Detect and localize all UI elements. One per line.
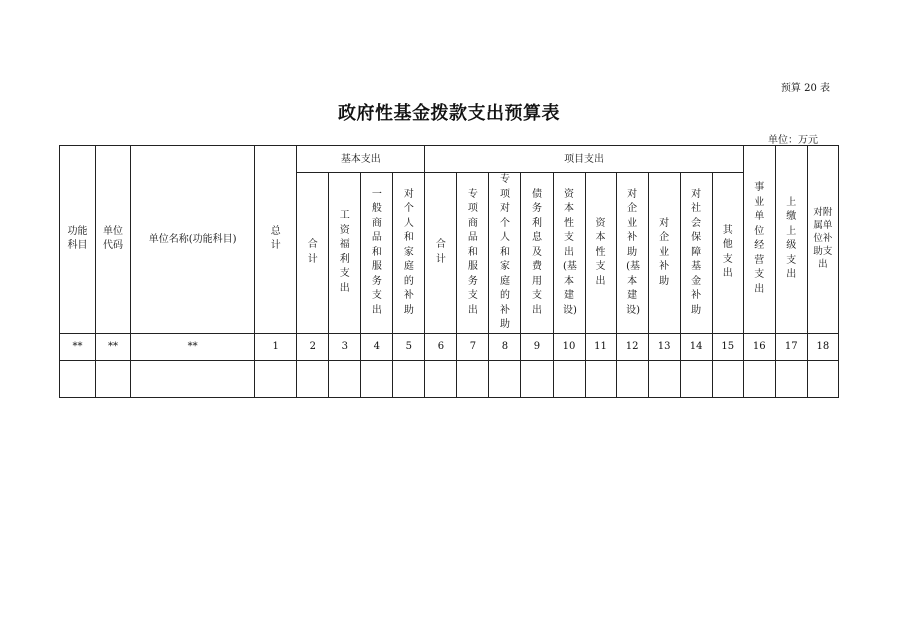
index-cell: 15 bbox=[712, 333, 743, 360]
data-cell bbox=[489, 360, 521, 397]
header-project-col: 其他支出 bbox=[712, 173, 743, 334]
data-cell bbox=[361, 360, 393, 397]
header-total: 总计 bbox=[255, 146, 297, 334]
header-basic-col: 工资福利支出 bbox=[329, 173, 361, 334]
index-cell: 9 bbox=[521, 333, 553, 360]
header-project-col: 专项对个人和家庭的补助 bbox=[489, 173, 521, 334]
data-cell bbox=[648, 360, 680, 397]
header-project-col: 资本性支出 bbox=[585, 173, 616, 334]
data-cell bbox=[521, 360, 553, 397]
data-cell bbox=[585, 360, 616, 397]
index-cell: 5 bbox=[393, 333, 425, 360]
data-cell bbox=[807, 360, 838, 397]
header-project-col: 专项商品和服务支出 bbox=[457, 173, 489, 334]
header-basic-expenditure: 基本支出 bbox=[297, 146, 425, 173]
data-cell bbox=[297, 360, 329, 397]
index-cell: 18 bbox=[807, 333, 838, 360]
index-cell: 17 bbox=[775, 333, 807, 360]
form-number: 预算 20 表 bbox=[780, 83, 830, 94]
index-cell: 16 bbox=[743, 333, 775, 360]
data-cell bbox=[425, 360, 457, 397]
header-project-col: 对企业补助 bbox=[648, 173, 680, 334]
header-basic-col: 对个人和家庭的补助 bbox=[393, 173, 425, 334]
data-cell bbox=[616, 360, 648, 397]
data-cell bbox=[96, 360, 131, 397]
header-project-expenditure: 项目支出 bbox=[425, 146, 743, 173]
index-cell: 10 bbox=[553, 333, 585, 360]
unit-label: 单位：万元 bbox=[768, 135, 818, 146]
header-basic-col: 一般商品和服务支出 bbox=[361, 173, 393, 334]
budget-table bbox=[59, 145, 839, 398]
header-row-1 bbox=[60, 146, 839, 173]
index-cell: 8 bbox=[489, 333, 521, 360]
index-row bbox=[60, 333, 839, 360]
index-cell: ** bbox=[60, 333, 96, 360]
data-cell bbox=[680, 360, 712, 397]
header-project-col: 对社会保障基金补助 bbox=[680, 173, 712, 334]
data-cell bbox=[775, 360, 807, 397]
header-unit-code: 单位代码 bbox=[96, 146, 131, 334]
data-cell bbox=[131, 360, 255, 397]
data-cell bbox=[255, 360, 297, 397]
index-cell: 1 bbox=[255, 333, 297, 360]
header-project-col: 资本性支出(基本建设) bbox=[553, 173, 585, 334]
header-project-col: 合计 bbox=[425, 173, 457, 334]
index-cell: ** bbox=[96, 333, 131, 360]
header-project-col: 债务利息及费用支出 bbox=[521, 173, 553, 334]
data-cell bbox=[553, 360, 585, 397]
data-cell bbox=[329, 360, 361, 397]
header-basic-col: 合计 bbox=[297, 173, 329, 334]
index-cell: 3 bbox=[329, 333, 361, 360]
index-cell: ** bbox=[131, 333, 255, 360]
header-subsidiary: 对附属单位补助支出 bbox=[807, 146, 838, 334]
header-remit-upper: 上缴上级支出 bbox=[775, 146, 807, 334]
page-title: 政府性基金拨款支出预算表 bbox=[338, 103, 560, 124]
index-cell: 12 bbox=[616, 333, 648, 360]
index-cell: 6 bbox=[425, 333, 457, 360]
data-cell bbox=[743, 360, 775, 397]
data-cell bbox=[712, 360, 743, 397]
index-cell: 4 bbox=[361, 333, 393, 360]
header-project-col: 对企业补助(基本建设) bbox=[616, 173, 648, 334]
header-func-subject: 功能科目 bbox=[60, 146, 96, 334]
index-cell: 7 bbox=[457, 333, 489, 360]
index-cell: 11 bbox=[585, 333, 616, 360]
data-cell bbox=[393, 360, 425, 397]
data-cell bbox=[60, 360, 96, 397]
index-cell: 14 bbox=[680, 333, 712, 360]
header-business-ops: 事业单位经营支出 bbox=[743, 146, 775, 334]
index-cell: 13 bbox=[648, 333, 680, 360]
data-cell bbox=[457, 360, 489, 397]
header-unit-name: 单位名称(功能科目) bbox=[131, 146, 255, 334]
data-row-empty bbox=[60, 360, 839, 397]
index-cell: 2 bbox=[297, 333, 329, 360]
